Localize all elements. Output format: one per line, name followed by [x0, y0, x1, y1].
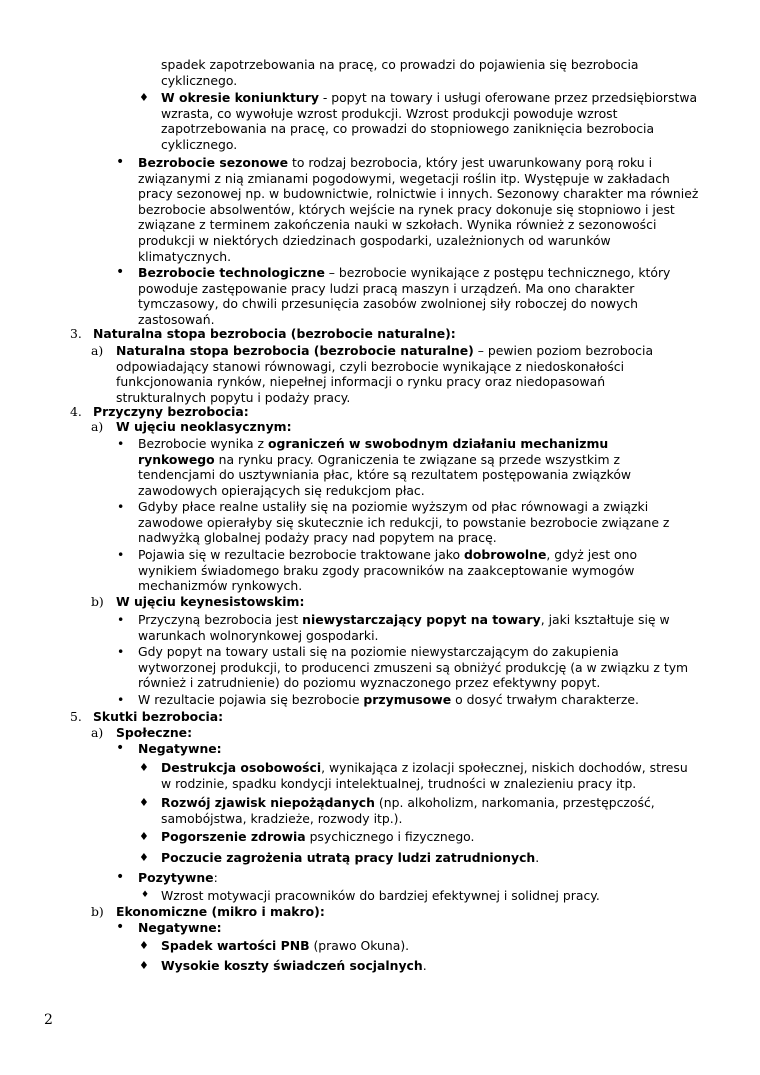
bullet-icon: •	[117, 692, 125, 707]
bullet-icon: •	[116, 740, 125, 756]
term-bold: Poczucie zagrożenia utratą pracy ludzi zatrudnionych	[161, 850, 536, 865]
subsection-title: W ujęciu keynesistowskim:	[116, 594, 305, 609]
subsection-economic	[0, 904, 760, 920]
subsection-keynesian	[0, 594, 760, 610]
subsection-social	[0, 725, 760, 741]
term-bold: Bezrobocie sezonowe	[138, 155, 289, 170]
bullet-icon: •	[117, 547, 125, 562]
list-item-insufficient-demand: • Przyczyną bezrobocia jest niewystarczający popyt na towary, jaki kształtuje się w warunkach wolnorynkowej gospodarki.	[117, 612, 670, 643]
term-bold: Wysokie koszty świadczeń socjalnych	[161, 958, 423, 973]
term-bold: Naturalna stopa bezrobocia (bezrobocie naturalne)	[116, 343, 474, 358]
diamond-bullet-icon: ♦	[139, 830, 149, 843]
paragraph-text: spadek zapotrzebowania na pracę, co prowadzi do pojawienia się bezrobocia cyklicznego.	[161, 57, 639, 88]
subsection-title: Ekonomiczne (mikro i makro):	[116, 904, 325, 919]
diamond-bullet-icon: ♦	[139, 959, 149, 972]
diamond-bullet-icon: ♦	[139, 796, 149, 809]
section-3-heading	[0, 326, 760, 342]
bullet-icon: •	[116, 154, 125, 170]
section-title: Naturalna stopa bezrobocia (bezrobocie naturalne):	[93, 326, 456, 341]
subsection-title: Społeczne:	[116, 725, 193, 740]
term-description: to rodzaj bezrobocia, który jest uwarunkowany porą roku i związanymi z nią zmianami pogodowymi, wegetacji roślin itp. Występuje w zakładach pracy sezonowej np. w budownictwie, rolnictwie i innych. Sezonowy charakter ma również bezrobocie absolwentów, których wejście na rynek pracy dokonuje się stopniowo i jest związane z terminem zakończenia nauki w szkołach. Wynika również z sezonowości produkcji w niektórych dziedzinach gospodarki, uzależnionych od warunków klimatycznych.	[138, 155, 699, 264]
list-item-seasonal-unemployment	[0, 155, 760, 264]
bullet-icon: •	[116, 264, 125, 280]
term-bold: Spadek wartości PNB	[161, 938, 310, 953]
section-number: 4.	[70, 404, 82, 419]
list-item-natural-rate	[0, 343, 760, 405]
diamond-bullet-icon: ♦	[139, 91, 149, 104]
section-number: 5.	[70, 709, 82, 724]
list-item-gnp-drop: ♦ Spadek wartości PNB (prawo Okuna).	[139, 938, 410, 953]
term-bold: Destrukcja osobowości	[161, 760, 322, 775]
alpha-marker: a)	[91, 343, 104, 358]
bullet-icon: •	[116, 869, 125, 885]
section-5-heading	[0, 709, 760, 725]
subsection-neoclassical	[0, 419, 760, 435]
term-bold: dobrowolne	[464, 547, 547, 562]
list-item-job-insecurity: ♦ Poczucie zagrożenia utratą pracy ludzi zatrudnionych.	[139, 850, 540, 865]
term-bold: W okresie koniunktury	[161, 90, 319, 105]
diamond-bullet-icon: ♦	[139, 761, 149, 774]
term-bold: Pogorszenie zdrowia	[161, 829, 306, 844]
bullet-icon: •	[117, 436, 125, 451]
term-bold: przymusowe	[363, 692, 452, 707]
list-item-social-positive: • Pozytywne:	[116, 869, 218, 885]
list-item-personality-destruction: ♦ Destrukcja osobowości, wynikająca z izolacji społecznej, niskich dochodów, stresu w rodzinie, spadku kondycji intelektualnej, trudności w znalezieniu pracy itp.	[139, 760, 688, 791]
bullet-icon: •	[117, 644, 125, 659]
term-bold: Bezrobocie technologiczne	[138, 265, 325, 280]
subsection-title: W ujęciu neoklasycznym:	[116, 419, 292, 434]
term-bold: niewystarczający popyt na towary	[302, 612, 541, 627]
page-number: 2	[44, 1012, 53, 1028]
diamond-bullet-icon: ♦	[141, 890, 150, 900]
term-description: – bezrobocie wynikające z postępu technicznego, który powoduje zastępowanie pracy ludzi pracą maszyn i urządzeń. Ma ono charakter tymczasowy, do chwili przesunięcia zasobów zwolnionej siły roboczej do nowych zastosowań.	[138, 265, 671, 327]
term-bold: Rozwój zjawisk niepożądanych	[161, 795, 375, 810]
term-description: – pewien poziom bezrobocia odpowiadający stanowi równowagi, czyli bezrobocie wynikające z niedoskonałości funkcjonowania rynków, niepełnej informacji o rynku pracy oraz niedopasowań strukturalnych popytu i podaży pracy.	[116, 343, 654, 405]
list-item-boom-period	[0, 90, 760, 152]
list-item-social-negative: • Negatywne:	[116, 740, 222, 756]
list-item-forced: • W rezultacie pojawia się bezrobocie przymusowe o dosyć trwałym charakterze.	[117, 692, 639, 707]
diamond-bullet-icon: ♦	[139, 851, 149, 864]
list-item-market-limits: • Bezrobocie wynika z ograniczeń w swobodnym działaniu mechanizmu rynkowego na rynku pracy. Ograniczenia te związane są przede wszystkim z tendencjami do usztywniania płac, które są rezultatem postępowania związków zawodowych opierających się redukcjom płac.	[117, 436, 632, 498]
list-item-real-wages: • Gdyby płace realne ustaliły się na poziomie wyższym od płac równowagi a związki zawodowe opierałyby się skutecznie ich redukcji, to powstanie bezrobocie związane z nadwyżką globalnej podaży pracy nad popytem na pracę.	[117, 499, 670, 546]
list-item-undesirable-phenomena: ♦ Rozwój zjawisk niepożądanych (np. alkoholizm, narkomania, przestępczość, samobójstwa, kradzieże, rozwody itp.).	[139, 795, 655, 826]
list-item-technological-unemployment	[0, 265, 760, 327]
list-item-motivation: ♦ Wzrost motywacji pracowników do bardziej efektywnej i solidnej pracy.	[141, 888, 600, 903]
term-description: - popyt na towary i usługi oferowane przez przedsiębiorstwa wzrasta, co wywołuje wzrost produkcji. Wzrost produkcji powoduje wzrost zapotrzebowania na pracę, co prowadzi do stopniowego zaniknięcia bezrobocia cyklicznego.	[161, 90, 698, 152]
bullet-icon: •	[116, 919, 125, 935]
cyclical-unemployment-continuation	[0, 57, 760, 88]
list-item-production-cut: • Gdy popyt na towary ustali się na poziomie niewystarczającym do zakupienia wytworzonej produkcji, to producenci zmuszeni są obniżyć produkcję (a w związku z tym również i zatrudnienie) do poziomu wyznaczonego przez efektywny popyt.	[117, 644, 689, 691]
list-item-social-costs: ♦ Wysokie koszty świadczeń socjalnych.	[139, 958, 427, 973]
alpha-marker: b)	[91, 904, 104, 919]
alpha-marker: b)	[91, 594, 104, 609]
list-item-health: ♦ Pogorszenie zdrowia psychicznego i fizycznego.	[139, 829, 475, 844]
bullet-icon: •	[117, 499, 125, 514]
alpha-marker: a)	[91, 725, 104, 740]
diamond-bullet-icon: ♦	[139, 939, 149, 952]
alpha-marker: a)	[91, 419, 104, 434]
list-item-voluntary: • Pojawia się w rezultacie bezrobocie traktowane jako dobrowolne, gdyż jest ono wynikiem świadomego braku zgody pracowników na zaakceptowanie wymogów mechanizmów rynkowych.	[117, 547, 638, 594]
list-item-economic-negative: • Negatywne:	[116, 919, 222, 935]
section-4-heading	[0, 404, 760, 420]
section-title: Przyczyny bezrobocia:	[93, 404, 249, 419]
section-title: Skutki bezrobocia:	[93, 709, 224, 724]
section-number: 3.	[70, 326, 82, 341]
term-bold: ograniczeń w swobodnym działaniu mechanizmu rynkowego	[138, 436, 609, 467]
bullet-icon: •	[117, 612, 125, 627]
